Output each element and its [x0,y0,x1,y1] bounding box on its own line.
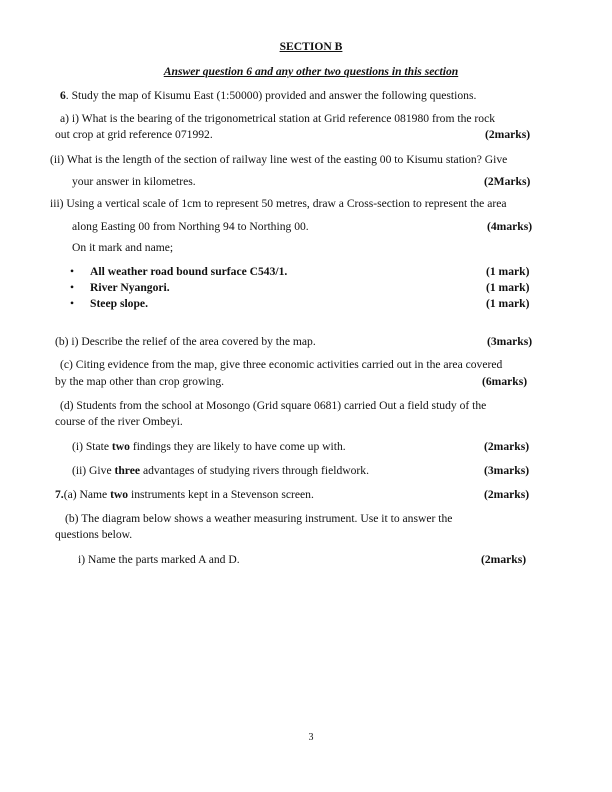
bullet-marks: (1 mark) [486,265,530,278]
q6-a-i-marks: (2marks) [485,128,531,141]
q6-d-i-bold: two [111,440,130,453]
q6-d-i [72,440,346,454]
bullet-marks: (1 mark) [486,297,530,310]
bullet-item [70,265,74,279]
q6-b-i-marks: (3marks) [487,335,533,348]
q6-number: 6 [60,89,66,102]
q6-d-line1: (d) Students from the school at Mosongo (Grid square 0681) carried Out a field study of the [60,399,487,412]
q7-a-bold: two [110,488,129,501]
q7-b-i-marks: (2marks) [481,553,527,566]
q6-c-line2: by the map other than crop growing. [55,375,225,388]
q6-a-ii-line1: (ii) What is the length of the section of railway line west of the easting 00 to Kisumu station? Give [50,153,508,166]
bullet-text: Steep slope. [90,297,148,310]
q6-a-iii-line2: along Easting 00 from Northing 94 to Northing 00. [72,220,309,233]
q7-b-line2: questions below. [55,528,133,541]
q6-d-ii-pre: (ii) Give [72,464,115,477]
q7-a-post: instruments kept in a Stevenson screen. [128,488,314,501]
section-instruction: Answer question 6 and any other two questions in this section [163,65,459,78]
q6-c-line1: (c) Citing evidence from the map, give three economic activities carried out in the area covered [60,358,503,371]
q7-number: 7. [55,488,64,501]
q6-d-ii-bold: three [114,464,141,477]
q6-d-ii [72,464,369,478]
q7-b-i: i) Name the parts marked A and D. [78,553,240,566]
q6-a-i-line2: out crop at grid reference 071992. [55,128,213,141]
bullet-icon: • [70,265,75,278]
q7-a [55,488,314,502]
q6-d-i-pre: (i) State [72,440,112,453]
q7-a-pre: (a) Name [63,488,111,501]
bullet-text: River Nyangori. [90,281,170,294]
q7-b-line1: (b) The diagram below shows a weather measuring instrument. Use it to answer the [65,512,453,525]
q6-b-i: (b) i) Describe the relief of the area covered by the map. [55,335,316,348]
section-title: SECTION B [279,40,343,53]
q6-c-marks: (6marks) [482,375,528,388]
bullet-text: All weather road bound surface C543/1. [90,265,288,278]
bullet-item [70,297,74,311]
q6-d-ii-post: advantages of studying rivers through fieldwork. [140,464,369,477]
q7-a-marks: (2marks) [484,488,530,501]
q6-a-iii-line3: On it mark and name; [72,241,174,254]
bullet-item [70,281,74,295]
page-number: 3 [308,732,314,743]
bullet-icon: • [70,297,75,310]
q6-intro [60,89,476,103]
q6-a-iii-line1: iii) Using a vertical scale of 1cm to represent 50 metres, draw a Cross-section to represent the area [50,197,507,210]
q6-a-ii-marks: (2Marks) [484,175,531,188]
q6-a-ii-line2: your answer in kilometres. [72,175,196,188]
q6-d-ii-marks: (3marks) [484,464,530,477]
q6-d-line2: course of the river Ombeyi. [55,415,183,428]
q6-d-i-post: findings they are likely to have come up with. [129,440,346,453]
q6-a-i-line1: a) i) What is the bearing of the trigonometrical station at Grid reference 081980 from the rock [60,112,496,125]
bullet-marks: (1 mark) [486,281,530,294]
q6-intro-text: . Study the map of Kisumu East (1:50000) provided and answer the following questions. [65,89,477,102]
q6-d-i-marks: (2marks) [484,440,530,453]
q6-a-iii-marks: (4marks) [487,220,533,233]
bullet-icon: • [70,281,75,294]
